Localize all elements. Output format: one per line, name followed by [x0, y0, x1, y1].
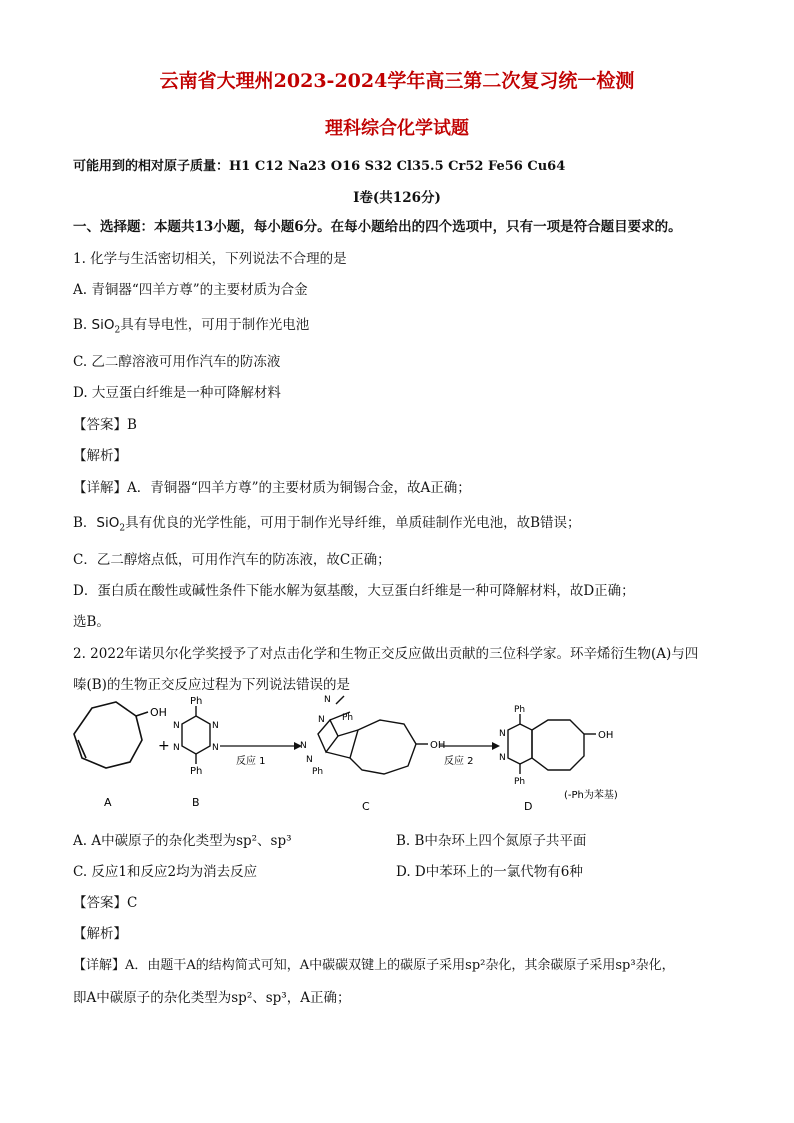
molecule-b-label: B: [192, 796, 200, 809]
molecule-b-n4: N: [212, 743, 219, 753]
q1-option-b-text: 具有导电性，可用于制作光电池: [120, 317, 310, 333]
instructions: 一、选择题：本题共13小题，每小题6分。在每小题给出的四个选项中，只有一项是符合题目要求的。: [73, 219, 682, 235]
document-subtitle: 理科综合化学试题: [325, 118, 469, 139]
q1-detail-b: [73, 511, 581, 534]
q1-option-b-subscript: 2: [114, 325, 121, 336]
q2-option-a: A. A中碳原子的杂化类型为sp²、sp³: [73, 833, 292, 849]
document-title: 云南省大理州2023-2024学年高三第二次复习统一检测: [159, 70, 635, 92]
molecule-c-ph-bottom: Ph: [312, 767, 324, 777]
q2-stem-line1: 2. 2022年诺贝尔化学奖授予了对点击化学和生物正交反应做出贡献的三位科学家。环辛烯衍生物(A)与四: [73, 646, 699, 662]
q2-answer: 【答案】C: [73, 895, 138, 911]
molecule-d-label: D: [524, 800, 533, 813]
molecule-b-ph-bottom: Ph: [190, 766, 203, 777]
molecule-c-n4: N: [306, 755, 313, 765]
molecule-c-ph-top: Ph: [342, 713, 354, 723]
reaction-1-label: 反应 1: [236, 756, 266, 767]
molecule-a-structure: [74, 702, 148, 768]
phenyl-note: (-Ph为苯基): [564, 790, 618, 801]
molecule-d-oh-label: OH: [598, 730, 614, 741]
q1-option-d: D. 大豆蛋白纤维是一种可降解材料: [73, 385, 281, 401]
q2-detail-line2: 即A中碳原子的杂化类型为sp²、sp³，A正确；: [73, 990, 351, 1006]
q1-detail-b-formula: SiO: [96, 515, 120, 531]
atomic-masses: 可能用到的相对原子质量：H1 C12 Na23 O16 S32 Cl35.5 Cr52 Fe56 Cu64: [73, 159, 566, 174]
q2-option-c: C. 反应1和反应2均为消去反应: [73, 864, 258, 880]
q1-option-c: C. 乙二醇溶液可用作汽车的防冻液: [73, 354, 281, 370]
q1-detail-d: D．蛋白质在酸性或碱性条件下能水解为氨基酸，大豆蛋白纤维是一种可降解材料，故D正确；: [73, 583, 635, 599]
q1-option-b-prefix: B.: [73, 317, 92, 333]
molecule-d-n1: N: [499, 729, 506, 739]
molecule-b-ph-top: Ph: [190, 696, 203, 707]
q1-detail-b-subscript: 2: [119, 523, 126, 534]
q2-option-d: D. D中苯环上的一氯代物有6种: [396, 864, 583, 880]
q1-detail-b-prefix: B．: [73, 515, 97, 531]
molecule-b-n1: N: [173, 721, 180, 731]
molecule-c-oh-label: OH: [430, 740, 446, 751]
molecule-d-ph-top: Ph: [514, 705, 526, 715]
molecule-c-label: C: [362, 800, 370, 813]
q2-option-b: B. B中杂环上四个氮原子共平面: [396, 833, 587, 849]
molecule-a-oh-label: OH: [150, 706, 167, 719]
q1-option-b: [73, 313, 309, 336]
q1-detail-b-text: 具有优良的光学性能，可用于制作光导纤维，单质硅制作光电池，故B错误；: [125, 515, 581, 531]
molecule-c-n2: N: [318, 715, 325, 725]
q2-detail-line1: 【详解】A．由题干A的结构简式可知，A中碳碳双键上的碳原子采用sp²杂化，其余碳原子采用sp³杂化，: [73, 958, 675, 973]
molecule-c-n1: N: [324, 695, 331, 705]
section-header: I卷(共126分): [353, 190, 441, 206]
molecule-d-structure: [508, 714, 596, 774]
q1-conclusion: 选B。: [73, 614, 110, 630]
q1-detail-a: 【详解】A．青铜器“四羊方尊”的主要材质为铜锡合金，故A正确；: [73, 480, 471, 496]
q1-answer: 【答案】B: [73, 417, 137, 433]
plus-sign: +: [158, 738, 170, 754]
molecule-c-n3: N: [300, 741, 307, 751]
q2-analysis-label: 【解析】: [73, 926, 127, 942]
q1-option-b-formula: SiO: [91, 317, 115, 333]
molecule-b-structure: [182, 706, 210, 764]
molecule-d-n2: N: [499, 753, 506, 763]
q1-stem: 1. 化学与生活密切相关，下列说法不合理的是: [73, 251, 347, 267]
q2-stem-line2: 嗪(B)的生物正交反应过程为下列说法错误的是: [73, 677, 350, 693]
q1-detail-c: C．乙二醇熔点低，可用作汽车的防冻液，故C正确；: [73, 552, 391, 568]
reaction-2-label: 反应 2: [444, 756, 474, 767]
molecule-c-structure: [318, 696, 428, 774]
reaction-2-arrowhead: [492, 742, 500, 750]
molecule-b-n3: N: [173, 743, 180, 753]
molecule-a-label: A: [104, 796, 112, 809]
q1-analysis-label: 【解析】: [73, 448, 127, 464]
molecule-b-n2: N: [212, 721, 219, 731]
reaction-scheme-figure: [68, 694, 668, 819]
q1-option-a: A. 青铜器“四羊方尊”的主要材质为合金: [73, 282, 308, 298]
molecule-d-ph-bottom: Ph: [514, 777, 526, 787]
